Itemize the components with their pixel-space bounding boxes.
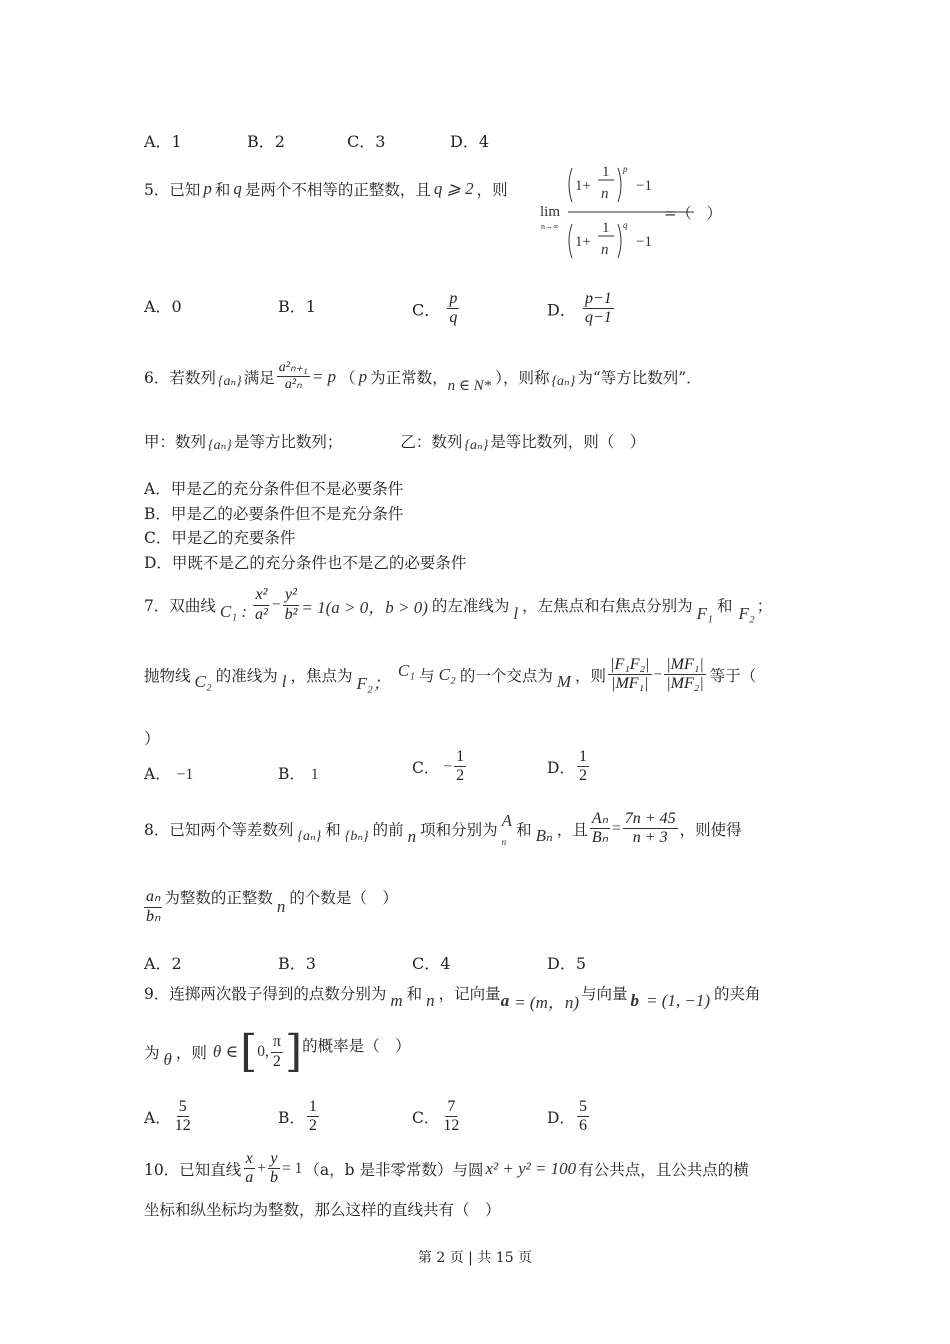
q6-jia2: 是等方比数列； bbox=[233, 432, 343, 451]
q7-l: l bbox=[513, 604, 519, 623]
q10-plus: + bbox=[257, 1159, 266, 1177]
q5-option-c bbox=[412, 290, 461, 328]
q10-x: x bbox=[244, 1150, 255, 1169]
q7-option-b-value: 1 bbox=[310, 766, 319, 783]
q10-text2: 有公共点，且公共点的横 bbox=[578, 1160, 749, 1179]
q7-option-c-fraction bbox=[454, 748, 466, 786]
q7-option-a-value: −1 bbox=[176, 766, 194, 783]
q9-right-bracket: ] bbox=[284, 1026, 303, 1077]
q7-option-c-den: 2 bbox=[456, 767, 465, 785]
q9-option-d-den: 6 bbox=[578, 1117, 587, 1135]
svg-text:1: 1 bbox=[602, 220, 610, 236]
q8-option-a: A．2 bbox=[144, 954, 182, 973]
q8-n2: n bbox=[276, 897, 286, 916]
q8-n: n bbox=[407, 826, 417, 846]
q5-option-c-fraction bbox=[447, 290, 459, 328]
svg-text:−1: −1 bbox=[636, 234, 652, 250]
q6-option-d: D．甲既不是乙的充分条件也不是乙的必要条件 bbox=[144, 553, 467, 572]
q6-text1: 满足 bbox=[243, 368, 275, 387]
q6-fraction bbox=[277, 360, 310, 393]
q7-frac-x bbox=[253, 586, 270, 624]
q6-jia: 甲：数列 bbox=[144, 432, 207, 451]
q10-frac-y bbox=[268, 1150, 280, 1188]
q9-option-a-den: 12 bbox=[174, 1117, 191, 1135]
q8-a-sub: n bbox=[501, 836, 507, 847]
svg-text:1+: 1+ bbox=[575, 178, 591, 194]
q8-b: Bₙ bbox=[535, 825, 553, 845]
q7-option-a bbox=[144, 762, 193, 784]
q7-option-d-den: 2 bbox=[578, 767, 587, 785]
q5-option-c-num: p bbox=[447, 290, 459, 309]
question-7 bbox=[144, 586, 772, 624]
q9-a-val: = (m，n) bbox=[514, 993, 580, 1012]
q7-option-d bbox=[547, 748, 591, 786]
q8-a-group bbox=[502, 811, 512, 847]
q9-option-d-fraction bbox=[577, 1098, 589, 1136]
q8-f3-num: aₙ bbox=[144, 888, 162, 907]
q7-x2: x² bbox=[253, 586, 269, 605]
q8-line2: 为整数的正整数 bbox=[164, 889, 273, 907]
q9-left-bracket: [ bbox=[240, 1026, 258, 1077]
q9-zero: 0, bbox=[257, 1043, 269, 1060]
q5-option-d-den: q−1 bbox=[584, 309, 612, 327]
q9-option-a-num: 5 bbox=[177, 1098, 189, 1117]
q5-text2: ，则 bbox=[476, 181, 508, 199]
q4-option-d: D．4 bbox=[450, 132, 490, 151]
q10-lead: 10．已知直线 bbox=[144, 1160, 242, 1179]
svg-text:q: q bbox=[623, 220, 628, 230]
q9-option-a-fraction bbox=[173, 1098, 193, 1136]
page-footer: 第 2 页 | 共 15 页 bbox=[417, 1250, 533, 1266]
q5-tail: =（ ） bbox=[664, 204, 722, 222]
q7-frac-b bbox=[664, 656, 705, 694]
q9-text2: 与向量 bbox=[581, 984, 628, 1003]
q9-option-c-fraction bbox=[441, 1098, 461, 1136]
q6-lead: 6．若数列 bbox=[144, 368, 216, 387]
q10-circle: x² + y² = 100 bbox=[485, 1158, 577, 1178]
q6-option-c: C．甲是乙的充要条件 bbox=[144, 529, 296, 547]
q8-and2: 和 bbox=[516, 820, 532, 839]
q10-a: a bbox=[245, 1169, 254, 1187]
q5-q: q bbox=[233, 179, 242, 198]
q7-a2: a² bbox=[255, 605, 268, 623]
q8-bn: {bₙ} bbox=[344, 829, 369, 845]
q7-frac-a bbox=[608, 656, 651, 694]
q9-option-c bbox=[412, 1098, 463, 1136]
q6-seq: {aₙ} bbox=[217, 374, 242, 389]
q8-text4: ，则使得 bbox=[679, 820, 742, 839]
q4-option-b: B．2 bbox=[247, 132, 285, 151]
q6-yi: 乙：数列 bbox=[400, 432, 463, 451]
q7-l-2: l bbox=[281, 671, 287, 691]
q9-line-2 bbox=[144, 1026, 411, 1077]
q8-lead: 8．已知两个等差数列 bbox=[144, 820, 294, 839]
q5-option-a: A．0 bbox=[144, 297, 182, 316]
q7-c1b: C₁ bbox=[397, 660, 416, 680]
q8-frac-expr bbox=[623, 810, 678, 848]
q6-seq-2: {aₙ} bbox=[551, 374, 576, 389]
q5-option-d bbox=[547, 290, 616, 328]
q5-limit bbox=[540, 162, 720, 266]
q9-line2c: 的概率是（ ） bbox=[302, 1037, 411, 1055]
question-8 bbox=[144, 810, 742, 848]
q6-text3: 为正常数， bbox=[370, 368, 448, 387]
q9-text1: ，记向量 bbox=[438, 984, 501, 1003]
q6-eq: = p bbox=[311, 366, 337, 386]
q5-p: p bbox=[203, 179, 212, 198]
q9-n: n bbox=[426, 990, 435, 1010]
q10-text1: （a，b 是非零常数）与圆 bbox=[304, 1160, 484, 1179]
q7-minus: − bbox=[271, 596, 281, 613]
q7-c1: C₁ : bbox=[219, 602, 248, 621]
q6-n-in: n ∈ N* bbox=[447, 378, 492, 394]
q7-fa-den: |MF₁| bbox=[611, 675, 649, 692]
q8-text3: ，且 bbox=[556, 820, 588, 839]
q6-yi2: 是等比数列，则（ ） bbox=[490, 432, 646, 451]
q7-text2: ，左焦点和右焦点分别为 bbox=[522, 597, 693, 615]
q10-eq: = 1 bbox=[281, 1159, 303, 1177]
q6-option-b: B．甲是乙的必要条件但不是充分条件 bbox=[144, 504, 404, 523]
q5-text1: 是两个不相等的正整数，且 bbox=[244, 181, 431, 199]
q7-close: ） bbox=[144, 729, 161, 748]
q9-a: a bbox=[500, 990, 510, 1010]
q7-c2b: C₂ bbox=[438, 664, 456, 684]
q9-lead: 9．连掷两次骰子得到的点数分别为 bbox=[144, 984, 387, 1003]
q6-yi-seq: {aₙ} bbox=[464, 438, 489, 453]
q9-option-a bbox=[144, 1098, 195, 1136]
q10-line-2: 坐标和纵坐标均为整数，那么这样的直线共有（ ） bbox=[144, 1201, 501, 1219]
svg-text:n: n bbox=[601, 242, 609, 258]
q9-options bbox=[144, 1098, 804, 1144]
q7-c2: C₂ bbox=[194, 671, 212, 691]
q5-option-c-den: q bbox=[449, 309, 458, 327]
q7-option-c bbox=[412, 748, 468, 786]
svg-text:n: n bbox=[601, 186, 609, 202]
q7-option-a-label: A． bbox=[144, 765, 171, 783]
q5-option-d-fraction bbox=[583, 290, 614, 328]
q9-option-c-num: 7 bbox=[445, 1098, 457, 1117]
q7-option-b-label: B． bbox=[278, 765, 305, 783]
q7-line2e: ，则 bbox=[575, 666, 607, 685]
q8-option-c: C．4 bbox=[412, 954, 451, 973]
q6-options bbox=[144, 477, 466, 575]
q5-cond: q ⩾ 2 bbox=[433, 179, 474, 198]
q9-pi-num: π bbox=[271, 1033, 283, 1052]
q9-option-d-label: D． bbox=[547, 1108, 575, 1127]
q7-line2d: 的一个交点为 bbox=[459, 666, 553, 685]
q9-b-val: = (1, −1) bbox=[646, 990, 711, 1010]
q7-option-c-sign: − bbox=[443, 757, 453, 775]
q7-semi: ； bbox=[756, 597, 773, 615]
q8-line-2 bbox=[142, 886, 398, 928]
svg-text:−1: −1 bbox=[636, 178, 652, 194]
q9-pi-fraction bbox=[271, 1033, 283, 1071]
q9-theta: θ bbox=[163, 1050, 172, 1069]
q9-b: b bbox=[630, 990, 640, 1010]
q8-f1-den: Bₙ bbox=[591, 829, 609, 847]
q9-option-d bbox=[547, 1098, 591, 1136]
q8-option-b: B．3 bbox=[278, 954, 316, 973]
question-5 bbox=[144, 178, 508, 200]
q8-an: {aₙ} bbox=[297, 829, 322, 845]
q6-jia-yi bbox=[144, 427, 645, 454]
q6-frac-den: a²ₙ bbox=[284, 377, 302, 392]
q7-eq: = 1(a > 0，b > 0) bbox=[301, 597, 428, 617]
q7-f2b: F₂； bbox=[356, 674, 390, 693]
q7-option-d-num: 1 bbox=[577, 748, 589, 767]
q7-b2: b² bbox=[284, 605, 298, 623]
q7-lead: 7．双曲线 bbox=[144, 597, 216, 615]
q9-option-b-num: 1 bbox=[307, 1098, 319, 1117]
q7-option-b bbox=[278, 762, 319, 784]
q9-option-b-den: 2 bbox=[308, 1117, 317, 1135]
q8-and: 和 bbox=[325, 820, 341, 839]
q9-theta-in: θ ∈ bbox=[212, 1042, 239, 1061]
q8-a: A bbox=[501, 810, 513, 830]
q6-option-a: A．甲是乙的充分条件但不是必要条件 bbox=[144, 480, 404, 498]
q9-option-a-label: A． bbox=[144, 1108, 171, 1127]
q9-text3: 的夹角 bbox=[714, 984, 761, 1003]
q7-y2: y² bbox=[283, 586, 299, 605]
q10-y: y bbox=[268, 1150, 279, 1169]
q8-f2-den: n + 3 bbox=[632, 829, 668, 847]
question-9 bbox=[144, 972, 761, 1013]
q5-option-b: B．1 bbox=[278, 297, 316, 316]
q7-line2b: 的准线为 bbox=[215, 666, 278, 685]
q10-frac-x bbox=[243, 1150, 255, 1188]
q9-and: 和 bbox=[406, 984, 423, 1003]
question-6 bbox=[144, 358, 702, 395]
q7-option-c-label: C． bbox=[412, 758, 440, 777]
q7-line2c: ，焦点为 bbox=[290, 666, 353, 685]
q7-yu: 与 bbox=[419, 666, 435, 685]
q5-option-d-num: p−1 bbox=[583, 290, 614, 309]
q5-options bbox=[144, 290, 804, 336]
q9-pi-den: 2 bbox=[272, 1052, 281, 1070]
q5-option-d-label: D． bbox=[547, 300, 576, 320]
q5-lead: 5．已知 bbox=[144, 181, 201, 199]
svg-text:1: 1 bbox=[602, 164, 610, 180]
q9-option-b bbox=[278, 1098, 321, 1136]
q7-f1: F₁ bbox=[696, 604, 713, 623]
q9-option-c-den: 12 bbox=[443, 1117, 460, 1135]
q4-option-a: A．1 bbox=[144, 132, 182, 151]
q5-option-c-label: C． bbox=[412, 300, 441, 320]
q8-text1: 的前 bbox=[372, 820, 404, 839]
q4-option-c: C．3 bbox=[347, 132, 386, 151]
q7-option-d-label: D． bbox=[547, 758, 575, 777]
q5-lim: lim bbox=[540, 204, 561, 220]
q6-text2: （ bbox=[340, 368, 356, 387]
q7-option-c-num: 1 bbox=[454, 748, 466, 767]
q8-frac-ab bbox=[590, 810, 610, 848]
q8-option-d: D．5 bbox=[547, 954, 587, 973]
q8-eq: = bbox=[612, 819, 621, 837]
q9-option-b-fraction bbox=[307, 1098, 319, 1136]
q7-m: M bbox=[556, 671, 572, 691]
svg-text:1+: 1+ bbox=[575, 234, 591, 250]
q7-fb-num: |MF₁| bbox=[664, 656, 705, 675]
q5-and: 和 bbox=[214, 181, 231, 199]
q7-line2a: 抛物线 bbox=[144, 666, 191, 685]
q7-and: 和 bbox=[716, 597, 733, 615]
q8-f1-num: Aₙ bbox=[590, 810, 610, 829]
q7-frac-y bbox=[283, 586, 300, 624]
q8-line2b: 的个数是（ ） bbox=[289, 889, 398, 907]
q6-frac-num: a²ₙ₊₁ bbox=[277, 360, 310, 377]
q9-option-d-num: 5 bbox=[577, 1098, 589, 1117]
q8-text2: 项和分别为 bbox=[420, 820, 498, 839]
q6-text4: ），则称 bbox=[495, 368, 550, 387]
q6-p: p bbox=[358, 366, 368, 386]
q7-fb-den: |MF₂| bbox=[666, 675, 704, 692]
svg-text:p: p bbox=[623, 164, 628, 174]
q7-f2: F₂ bbox=[738, 604, 755, 623]
q7-option-d-fraction bbox=[577, 748, 589, 786]
q7-options bbox=[144, 748, 804, 794]
q9-m: m bbox=[390, 990, 403, 1010]
q9-line2b: ，则 bbox=[175, 1044, 207, 1062]
q7-fa-num: |F₁F₂| bbox=[608, 656, 651, 675]
q9-option-b-label: B． bbox=[278, 1108, 305, 1127]
q9-option-c-label: C． bbox=[412, 1108, 440, 1127]
q6-jia-seq: {aₙ} bbox=[208, 438, 232, 453]
q8-f3-den: bₙ bbox=[146, 907, 161, 925]
q5-lim-sub: n→∞ bbox=[541, 222, 559, 231]
q7-minus-2: − bbox=[653, 665, 663, 683]
q10-b: b bbox=[269, 1169, 278, 1187]
q9-line2a: 为 bbox=[144, 1044, 160, 1062]
q6-text5: 为“等方比数列”． bbox=[577, 368, 702, 387]
q7-line-2 bbox=[144, 655, 756, 694]
question-10 bbox=[144, 1150, 749, 1188]
q7-line2f: 等于（ bbox=[709, 666, 757, 685]
q8-frac-anbn bbox=[144, 888, 162, 926]
q8-f2-num: 7n + 45 bbox=[623, 810, 678, 829]
q7-text1: 的左准线为 bbox=[431, 597, 510, 615]
